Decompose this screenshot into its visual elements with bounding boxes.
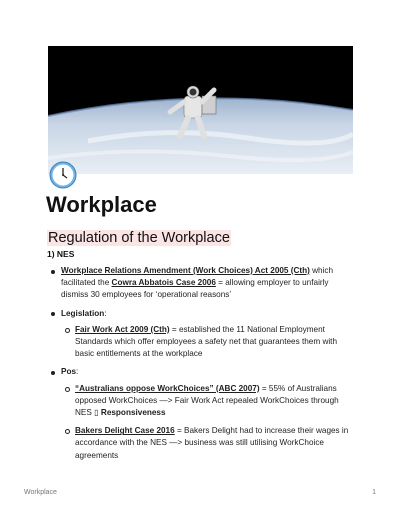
legislation-label: Legislation xyxy=(61,308,105,318)
link-work-choices-act[interactable]: Workplace Relations Amendment (Work Choices) Act 2005 (Cth) xyxy=(61,266,310,275)
page-number: 1 xyxy=(372,489,376,496)
box-glyph: ▯ xyxy=(94,408,99,418)
link-abc-2007[interactable]: “Australians oppose WorkChoices” (ABC 2007) xyxy=(75,383,260,393)
sub-list-item: Fair Work Act 2009 (Cth) = established the 11 National Employment Standards which offer employees a safety net that guarantees them with basic entitlements at the workplace xyxy=(61,324,357,361)
content xyxy=(47,265,357,468)
pos-label: Pos xyxy=(61,367,77,377)
section-heading: Regulation of the Workplace xyxy=(48,230,230,246)
sub-list xyxy=(61,324,357,361)
clock-icon xyxy=(48,160,78,190)
page-title: Workplace xyxy=(46,192,157,217)
cover-image xyxy=(48,46,353,174)
responsiveness-label: Responsiveness xyxy=(98,408,166,418)
sub-list-item: Bakers Delight Case 2016 = Bakers Delight had to increase their wages in accordance with the NES —> business was still utilising WorkChoice agreements xyxy=(61,425,357,462)
list-item: Workplace Relations Amendment (Work Choices) Act 2005 (Cth) which facilitated the Cowra Abbatois Case 2006 = allowing employer to unfairly dismiss 30 employees for ‘operational reasons’ xyxy=(47,265,357,302)
link-bakers-delight[interactable]: Bakers Delight Case 2016 xyxy=(75,426,175,436)
sub-list-item: “Australians oppose WorkChoices” (ABC 2007) = 55% of Australians opposed WorkChoices —> Fair Work Act repealed WorkChoices through NES ▯ Responsiveness xyxy=(61,383,357,420)
link-fair-work-act[interactable]: Fair Work Act 2009 (Cth) xyxy=(75,324,170,334)
link-cowra-case[interactable]: Cowra Abbatois Case 2006 xyxy=(111,278,216,288)
bullet-list xyxy=(47,265,357,462)
sub-list xyxy=(61,383,357,462)
list-item: Pos: “Australians oppose WorkChoices” (ABC 2007) = 55% of Australians opposed WorkChoices —> Fair Work Act repealed WorkChoices through NES ▯ Responsiveness Bakers Delight Case 2016 = Bakers Delight had to increase their wages in accordance with the NES —> business was still utilising WorkChoice agreements xyxy=(47,366,357,461)
list-item: Legislation: Fair Work Act 2009 (Cth) = established the 11 National Employment Standards which offer employees a safety net that guarantees them with basic entitlements at the workplace xyxy=(47,308,357,361)
subheading: 1) NES xyxy=(47,249,75,259)
astronaut-earth-image xyxy=(48,46,353,174)
footer-title: Workplace xyxy=(24,489,57,496)
